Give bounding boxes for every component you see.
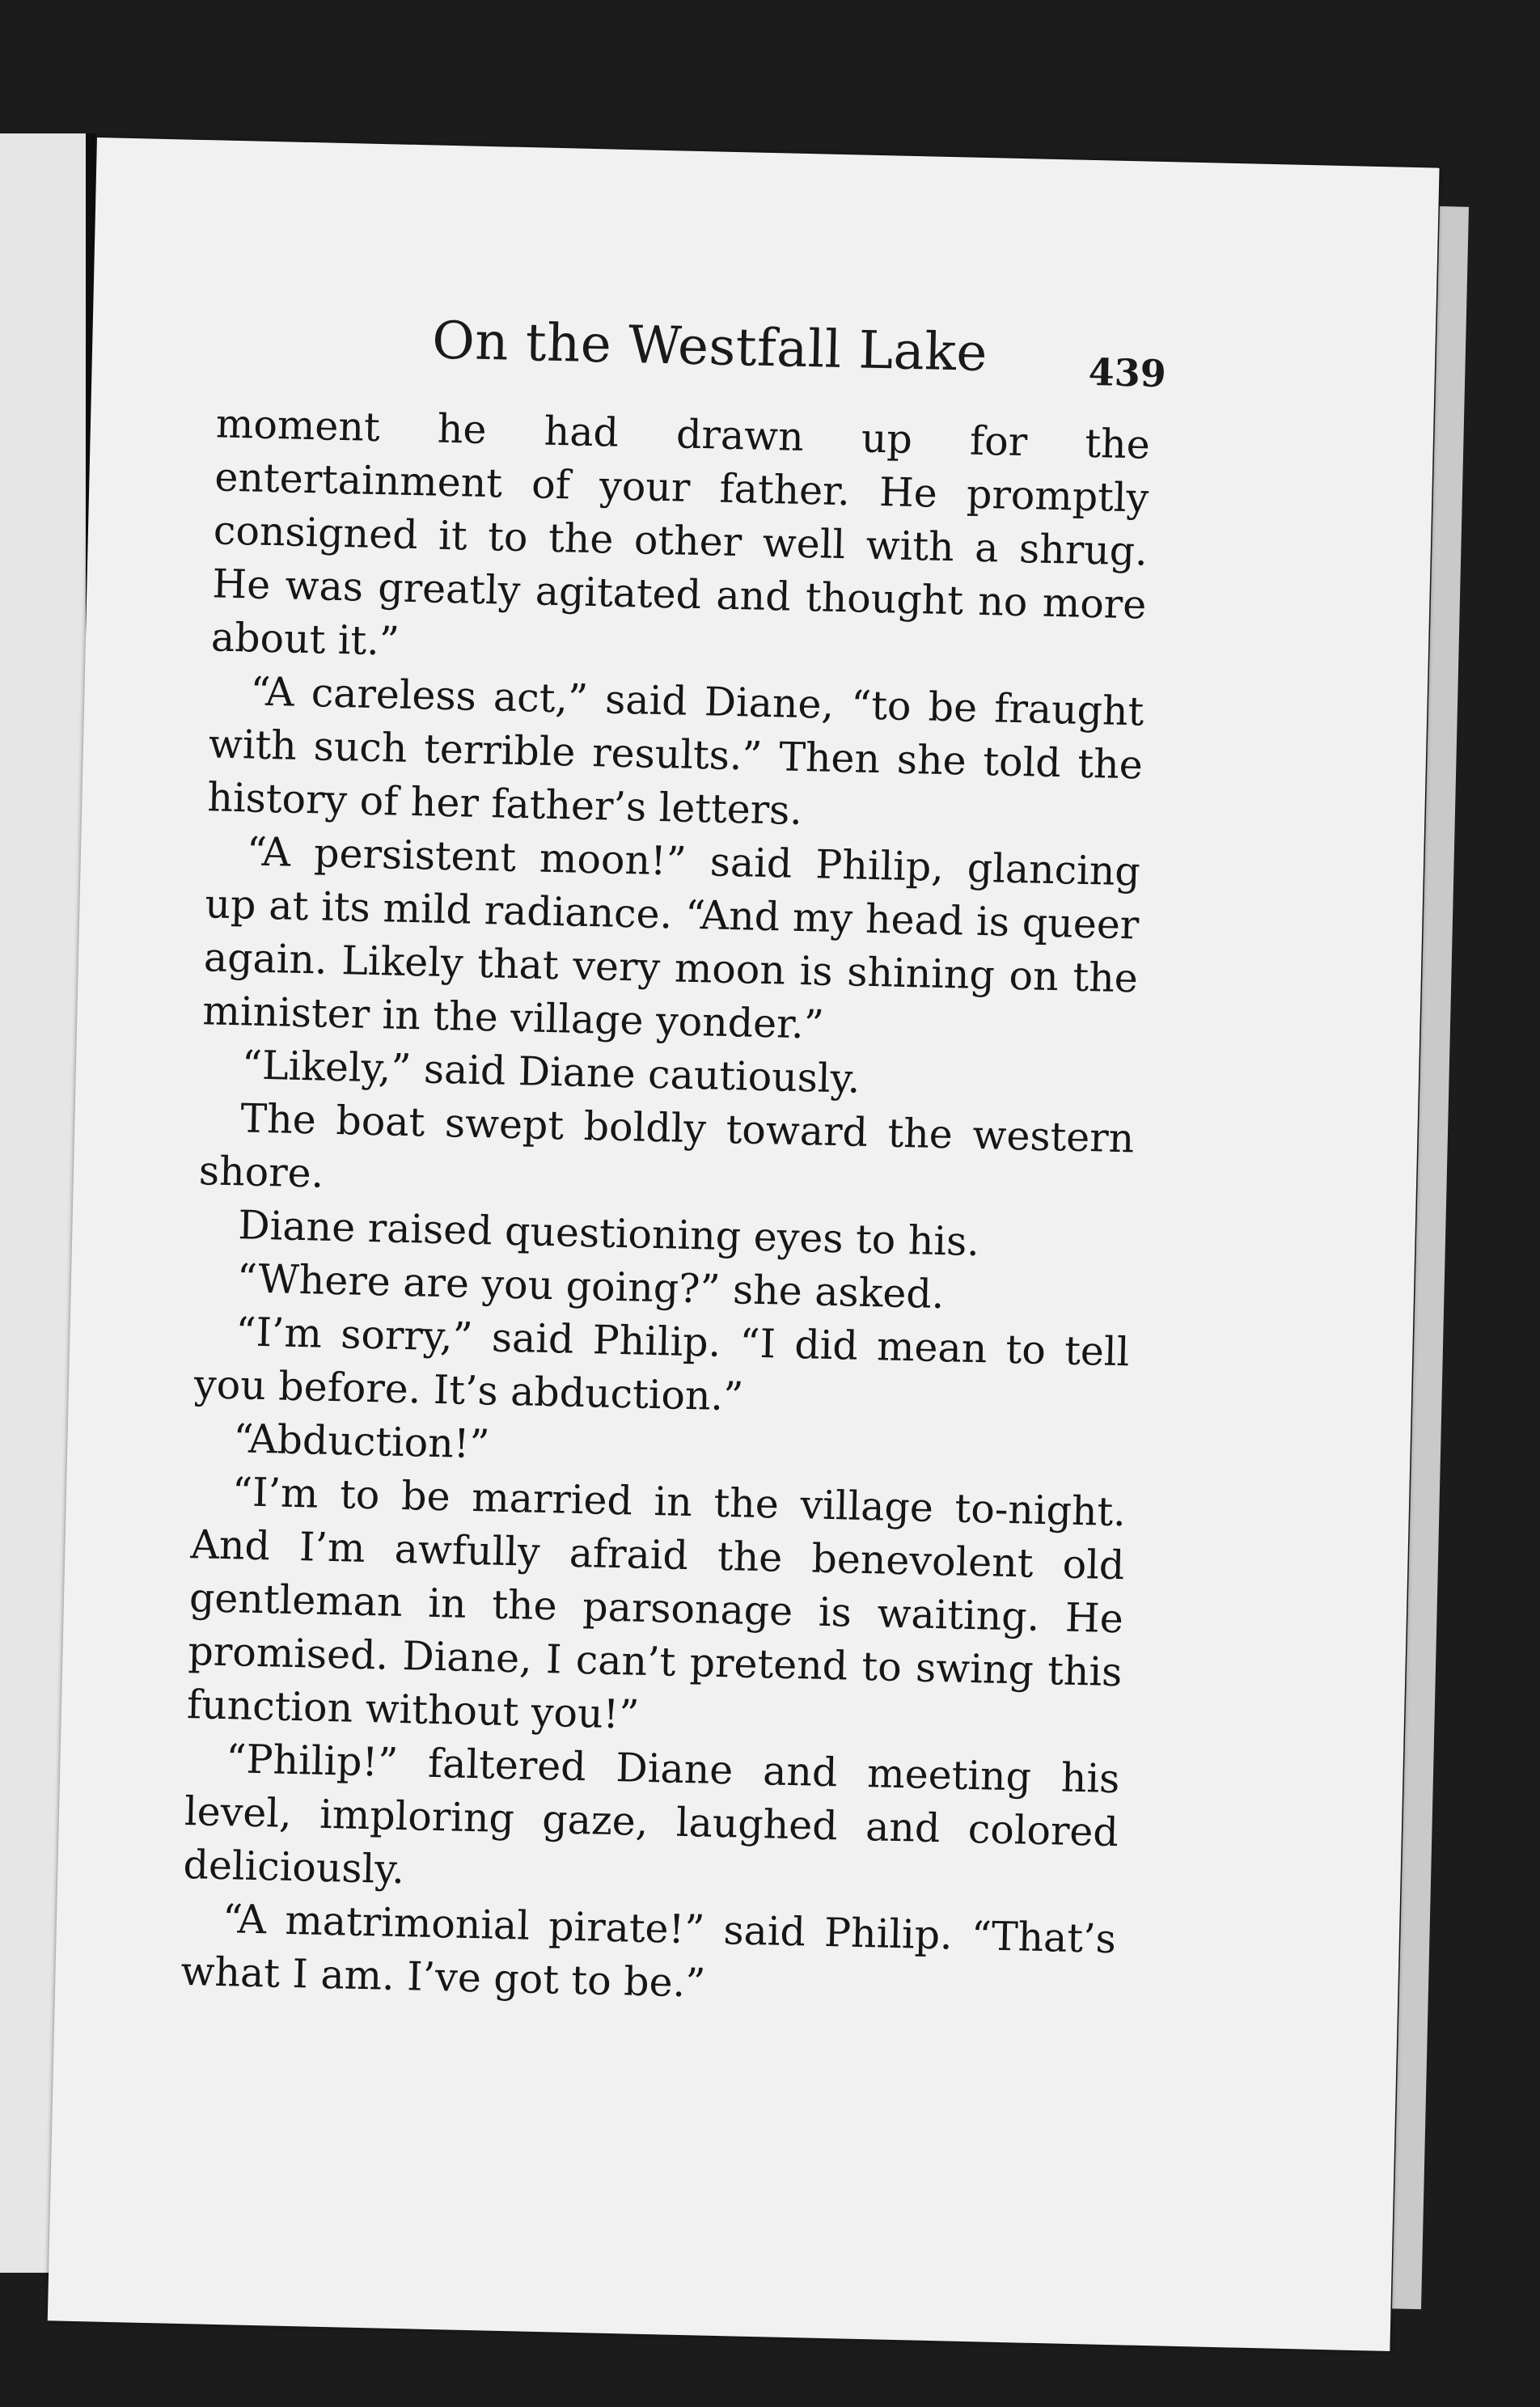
paragraph: “I’m sorry,” said Philip. “I did mean to tell you before. It’s abduction.” <box>193 1309 1130 1420</box>
paragraph: “A persistent moon!” said Philip, glancing up at its mild radiance. “And my head is queer again. Likely that very moon is shining on the minister in the village yonder.” <box>201 828 1141 1048</box>
page-header <box>91 303 1436 407</box>
book-page <box>48 137 1440 2351</box>
paragraph: “I’m to be married in the village to-night. And I’m awfully afraid the benevolent old gentleman in the parsonage is waiting. He promised. Diane, I can’t pretend to swing this function without you!” <box>186 1469 1127 1738</box>
body-text <box>180 397 1151 2020</box>
paragraph: “Likely,” said Diane cautiously. <box>241 1042 861 1102</box>
paragraph: Diane raised questioning eyes to his. <box>237 1202 980 1266</box>
paragraph: “A matrimonial pirate!” said Philip. “That’s what I am. I’ve got to be.” <box>180 1896 1117 2007</box>
page-number: 439 <box>1088 349 1167 396</box>
paragraph: The boat swept boldly toward the western shore. <box>198 1095 1135 1197</box>
paragraph: “Abduction!” <box>232 1415 491 1468</box>
paragraph: “A careless act,” said Diane, “to be fraught with such terrible results.” Then she told the history of her father’s letters. <box>206 668 1144 834</box>
paragraph: “Where are you going?” she asked. <box>236 1255 945 1318</box>
paragraph: “Philip!” faltered Diane and meeting his level, imploring gaze, laughed and colored deliciously. <box>182 1736 1120 1893</box>
running-head: On the Westfall Lake <box>431 311 988 384</box>
paragraph: moment he had drawn up for the entertainment of your father. He promptly consigned it to the other well with a shrug. He was greatly agitated and thought no more about it.” <box>210 400 1151 665</box>
